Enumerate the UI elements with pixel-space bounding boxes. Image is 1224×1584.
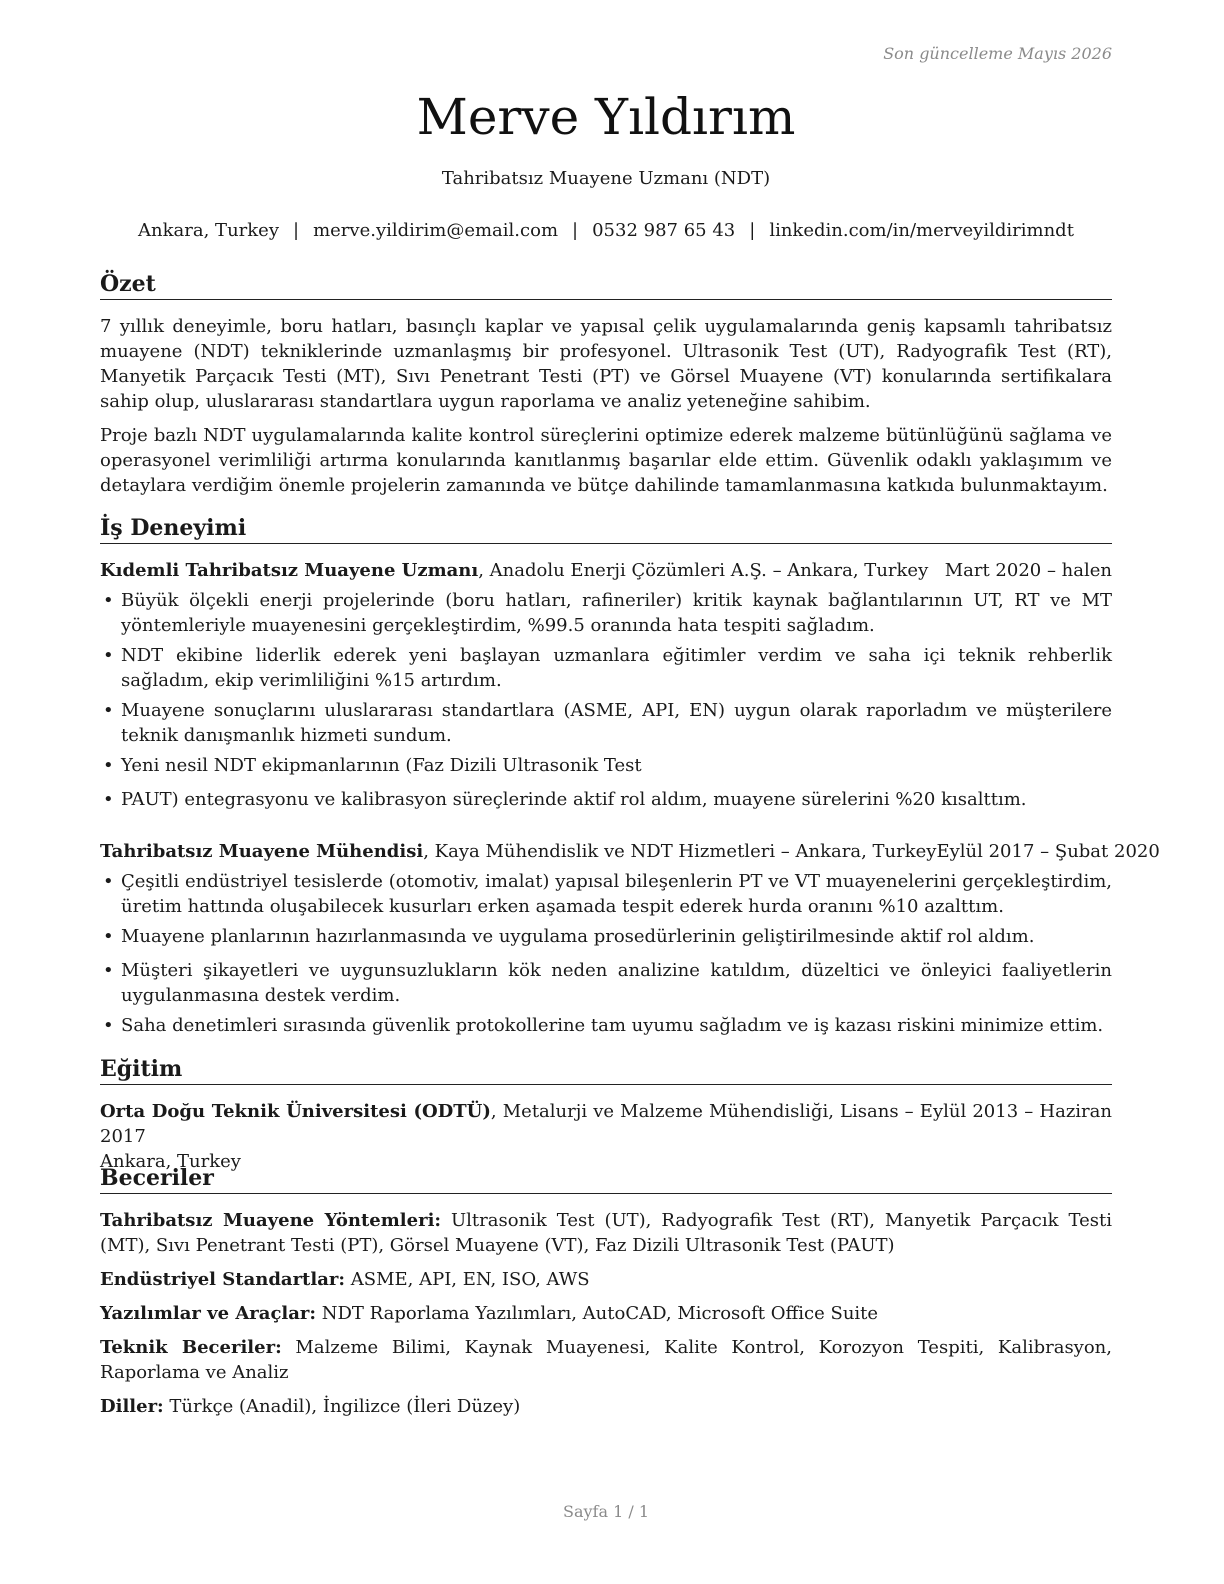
job-entry	[100, 558, 1112, 812]
summary-paragraph: Proje bazlı NDT uygulamalarında kalite kontrol süreçlerini optimize ederek malzeme bütünlüğünü sağlama ve operasyonel verimliliği artırma konularında kanıtlanmış başarılar elde ettim. Güvenlik odaklı yaklaşımım ve detaylara verdiğim önemle projelerin zamanında ve bütçe dahilinde tamamlanmasına katkıda bulunmaktayım.	[100, 425, 1112, 496]
contact-linkedin[interactable]: linkedin.com/in/merveyildirimndt	[769, 220, 1074, 241]
skill-value: Malzeme Bilimi, Kaynak Muayenesi, Kalite Kontrol, Korozyon Tespiti, Kalibrasyon, Raporlama ve Analiz	[100, 1337, 1113, 1383]
contact-line	[100, 218, 1112, 244]
skill-label: Yazılımlar ve Araçlar:	[100, 1303, 317, 1324]
skill-label: Teknik Beceriler:	[100, 1337, 282, 1358]
summary-paragraph: 7 yıllık deneyimle, boru hatları, basınçlı kaplar ve yapısal çelik uygulamalarında geniş kapsamlı tahribatsız muayene (NDT) tekniklerinde uzmanlaşmış bir profesyonel. Ultrasonik Test (UT), Radyografik Test (RT), Manyetik Parçacık Testi (MT), Sıvı Penetrant Testi (PT) ve Görsel Muayene (VT) konularında sertifikalara sahip olup, uluslararası standartlara uygun raporlama ve analiz yeteneğine sahibim.	[100, 316, 1112, 412]
resume-page	[100, 0, 1160, 1584]
skill-line	[100, 1208, 1112, 1258]
section-heading: Eğitim	[100, 1055, 1112, 1085]
skills-section	[100, 1164, 1112, 1419]
bullet-item: • Büyük ölçekli enerji projelerinde (boru hatları, rafineriler) kritik kaynak bağlantılarının UT, RT ve MT yöntemleriyle muayenesini gerçekleştirdim, %99.5 oranında hata tespiti sağladım.	[100, 588, 1112, 638]
last-updated: Son güncelleme Mayıs 2026	[883, 44, 1112, 63]
skill-label: Endüstriyel Standartlar:	[100, 1269, 346, 1290]
education-entry	[100, 1099, 1112, 1174]
school-name: Orta Doğu Teknik Üniversitesi (ODTÜ)	[100, 1101, 491, 1122]
job-bullets	[100, 869, 1112, 1038]
section-heading: Beceriler	[100, 1164, 1112, 1194]
job-entry	[100, 839, 1160, 1038]
skill-line	[100, 1267, 1112, 1292]
bullet-item: • NDT ekibine liderlik ederek yeni başlayan uzmanlara eğitimler verdim ve saha içi teknik rehberlik sağladım, ekip verimliliğini %15 artırdım.	[100, 643, 1112, 693]
skill-value: Türkçe (Anadil), İngilizce (İleri Düzey)	[163, 1396, 521, 1417]
skill-line	[100, 1301, 1112, 1326]
job-title: Tahribatsız Muayene Uzmanı (NDT)	[441, 168, 771, 189]
section-heading: Özet	[100, 270, 1112, 300]
experience-section	[100, 514, 1160, 1038]
education-section	[100, 1055, 1112, 1174]
contact-phone: 0532 987 65 43	[592, 220, 736, 241]
bullet-item: • Yeni nesil NDT ekipmanlarının (Faz Dizili Ultrasonik Test	[100, 753, 1112, 778]
job-header	[100, 839, 1160, 864]
job-bullets	[100, 588, 1112, 812]
education-detail: , Metalurji ve Malzeme Mühendisliği, Lisans – Eylül 2013 – Haziran 2017	[100, 1101, 1112, 1147]
contact-location: Ankara, Turkey	[138, 220, 279, 241]
education-location: Ankara, Turkey	[100, 1151, 241, 1172]
bullet-item: • Muayene planlarının hazırlanmasında ve uygulama prosedürlerinin geliştirilmesinde aktif rol aldım.	[100, 924, 1112, 949]
job-dates: Mart 2020 – halen	[944, 560, 1112, 581]
summary-section	[100, 270, 1112, 498]
job-role: Tahribatsız Muayene Mühendisi	[100, 841, 424, 862]
separator: |	[293, 220, 300, 241]
skill-label: Diller:	[100, 1396, 164, 1417]
page-number: Sayfa 1 / 1	[562, 1502, 649, 1521]
bullet-item: • Çeşitli endüstriyel tesislerde (otomotiv, imalat) yapısal bileşenlerin PT ve VT muayenelerini gerçekleştirdim, üretim hattında oluşabilecek kusurları erken aşamada tespit ederek hurda oranını %10 azalttım.	[100, 869, 1112, 919]
skill-value: Ultrasonik Test (UT), Radyografik Test (RT), Manyetik Parçacık Testi (MT), Sıvı Penetrant Testi (PT), Görsel Muayene (VT), Faz Dizili Ultrasonik Test (PAUT)	[100, 1210, 1112, 1256]
job-dates: Eylül 2017 – Şubat 2020	[936, 841, 1160, 862]
skill-line	[100, 1335, 1112, 1385]
job-company: , Anadolu Enerji Çözümleri A.Ş. – Ankara, Turkey	[478, 560, 929, 581]
skill-line	[100, 1394, 1112, 1419]
separator: |	[572, 220, 579, 241]
skill-value: NDT Raporlama Yazılımları, AutoCAD, Microsoft Office Suite	[316, 1303, 879, 1324]
section-heading: İş Deneyimi	[100, 514, 1112, 544]
job-role: Kıdemli Tahribatsız Muayene Uzmanı	[100, 560, 479, 581]
contact-email[interactable]: merve.yildirim@email.com	[313, 220, 559, 241]
skill-value: ASME, API, EN, ISO, AWS	[345, 1269, 590, 1290]
skill-label: Tahribatsız Muayene Yöntemleri:	[100, 1210, 442, 1231]
bullet-item: • Müşteri şikayetleri ve uygunsuzlukların kök neden analizine katıldım, düzeltici ve önleyici faaliyetlerin uygulanmasına destek verdim.	[100, 958, 1112, 1008]
bullet-item: • PAUT) entegrasyonu ve kalibrasyon süreçlerinde aktif rol aldım, muayene sürelerini %20 kısalttım.	[100, 787, 1112, 812]
job-header	[100, 558, 1112, 583]
job-company: , Kaya Mühendislik ve NDT Hizmetleri – Ankara, Turkey	[423, 841, 937, 862]
bullet-item: • Muayene sonuçlarını uluslararası standartlara (ASME, API, EN) uygun olarak raporladım ve müşterilere teknik danışmanlık hizmeti sundum.	[100, 698, 1112, 748]
person-name: Merve Yıldırım	[416, 88, 796, 146]
separator: |	[749, 220, 756, 241]
bullet-item: • Saha denetimleri sırasında güvenlik protokollerine tam uyumu sağladım ve iş kazası riskini minimize ettim.	[100, 1013, 1112, 1038]
